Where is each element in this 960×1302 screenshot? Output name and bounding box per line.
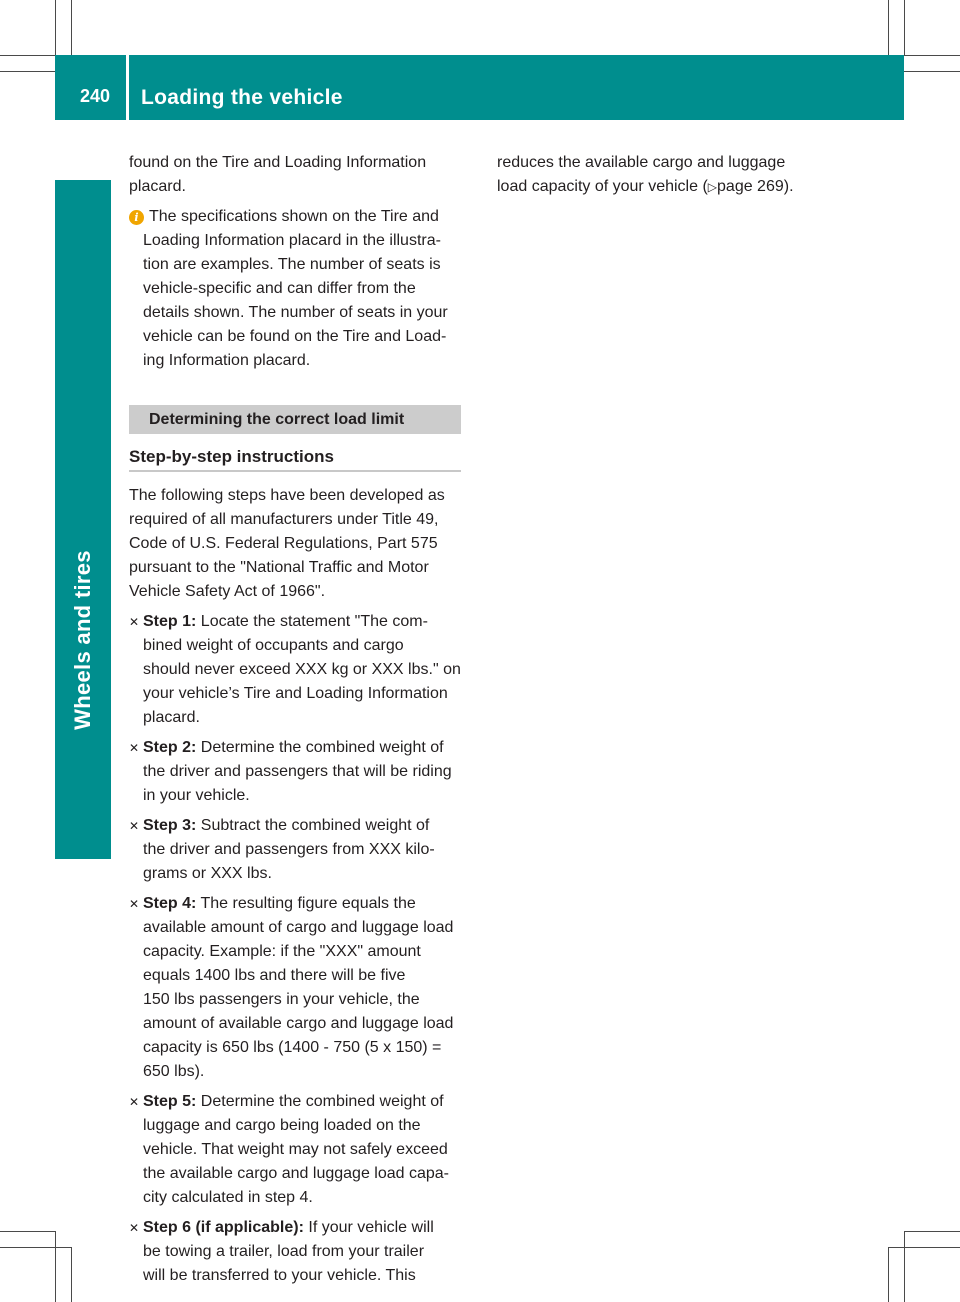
paragraph-line: required of all manufacturers under Title 49,: [129, 511, 439, 528]
step-text-line: the available cargo and luggage load capa-: [143, 1165, 450, 1182]
crop-mark: [0, 1231, 55, 1232]
continuation-text: ).: [783, 178, 794, 195]
step-item: [129, 892, 461, 1084]
step-text: Locate the statement "The com-: [196, 613, 428, 630]
step-arrow-icon: ✕: [129, 1221, 140, 1235]
left-column: [129, 151, 461, 1288]
section-title: Loading the vehicle: [141, 86, 343, 109]
crop-mark: [904, 0, 905, 55]
step-list: [129, 604, 461, 1288]
step-label: Step 1:: [143, 613, 197, 630]
crop-mark: [904, 55, 960, 56]
continuation-text: load capacity of your vehicle (: [497, 178, 708, 195]
step-text-line: will be transferred to your vehicle. This: [143, 1267, 416, 1284]
crop-mark: [904, 1231, 960, 1232]
info-icon: i: [129, 210, 144, 225]
crop-mark: [888, 1247, 889, 1302]
step-item: [129, 1090, 461, 1210]
crop-mark: [0, 55, 55, 56]
intro-line: placard.: [129, 178, 186, 195]
step-item: [129, 610, 461, 730]
paragraph-line: The following steps have been developed as: [129, 487, 445, 504]
step-text-line: grams or XXX lbs.: [143, 865, 272, 882]
step-arrow-icon: ✕: [129, 1095, 140, 1109]
step-text-line: equals 1400 lbs and there will be five: [143, 967, 406, 984]
step-text-line: 650 lbs).: [143, 1063, 205, 1080]
step-arrow-icon: ✕: [129, 819, 140, 833]
step-label: Step 4:: [143, 895, 197, 912]
step-label: Step 5:: [143, 1093, 197, 1110]
info-note: [129, 205, 461, 373]
paragraph-line: pursuant to the "National Traffic and Motor: [129, 559, 429, 576]
crop-mark: [71, 1247, 72, 1302]
step-text: If your vehicle will: [303, 1219, 434, 1236]
side-tab-label: Wheels and tires: [70, 550, 95, 730]
crop-mark: [55, 0, 56, 55]
page-number: 240: [80, 86, 111, 106]
step-text-line: city calculated in step 4.: [143, 1189, 313, 1206]
step-arrow-icon: ✕: [129, 897, 140, 911]
crop-mark: [0, 1247, 71, 1248]
info-line: tion are examples. The number of seats is: [143, 256, 441, 273]
crop-mark: [888, 0, 889, 55]
step-label: Step 2:: [143, 739, 197, 756]
step-text: Determine the combined weight of: [196, 739, 444, 756]
step-item: [129, 814, 461, 886]
step-text-line: bined weight of occupants and cargo: [143, 637, 404, 654]
intro-line: found on the Tire and Loading Information: [129, 154, 427, 171]
step-text-line: capacity is 650 lbs (1400 - 750 (5 x 150) =: [143, 1039, 442, 1056]
side-tab: [55, 180, 111, 859]
intro-paragraph: [129, 484, 461, 604]
info-line: details shown. The number of seats in your: [143, 304, 448, 321]
info-line: The specifications shown on the Tire and: [149, 208, 439, 225]
step-item: [129, 736, 461, 808]
info-line: vehicle-specific and can differ from the: [143, 280, 416, 297]
crop-mark: [904, 71, 960, 72]
crop-mark: [888, 1247, 960, 1248]
page-ref-arrow-icon: ▷: [707, 180, 718, 194]
step-text-line: vehicle. That weight may not safely exceed: [143, 1141, 448, 1158]
step-label: Step 3:: [143, 817, 197, 834]
step-text-line: the driver and passengers that will be riding: [143, 763, 452, 780]
crop-mark: [71, 0, 72, 55]
step-item: [129, 1216, 461, 1288]
crop-mark: [0, 71, 55, 72]
continuation-line: [497, 175, 837, 199]
step-text-line: luggage and cargo being loaded on the: [143, 1117, 421, 1134]
header-divider: [126, 55, 129, 120]
info-line: ing Information placard.: [143, 352, 311, 369]
paragraph-line: Vehicle Safety Act of 1966".: [129, 583, 326, 600]
step-text-line: in your vehicle.: [143, 787, 250, 804]
step-text-line: available amount of cargo and luggage load: [143, 919, 454, 936]
crop-mark: [904, 1231, 905, 1302]
step-arrow-icon: ✕: [129, 615, 140, 629]
paragraph-line: Code of U.S. Federal Regulations, Part 575: [129, 535, 438, 552]
step-label: Step 6 (if applicable):: [143, 1219, 304, 1236]
step-text-line: capacity. Example: if the "XXX" amount: [143, 943, 421, 960]
page-reference-link[interactable]: page 269: [717, 178, 784, 195]
step-text: Determine the combined weight of: [196, 1093, 444, 1110]
step-text-line: the driver and passengers from XXX kilo-: [143, 841, 435, 858]
step-text-line: placard.: [143, 709, 200, 726]
crop-mark: [55, 1231, 56, 1302]
step-arrow-icon: ✕: [129, 741, 140, 755]
right-column: [497, 151, 837, 199]
step-text-line: your vehicle’s Tire and Loading Information: [143, 685, 448, 702]
subheading: Determining the correct load limit: [129, 405, 461, 434]
info-line: Loading Information placard in the illustra-: [143, 232, 441, 249]
continuation-line: reduces the available cargo and luggage: [497, 154, 786, 171]
step-text-line: 150 lbs passengers in your vehicle, the: [143, 991, 420, 1008]
subheading-steps: Step-by-step instructions: [129, 444, 461, 472]
info-line: vehicle can be found on the Tire and Load-: [143, 328, 447, 345]
step-text-line: be towing a trailer, load from your trailer: [143, 1243, 425, 1260]
step-text-line: should never exceed XXX kg or XXX lbs." on: [143, 661, 461, 678]
step-text: Subtract the combined weight of: [196, 817, 430, 834]
step-text-line: amount of available cargo and luggage load: [143, 1015, 454, 1032]
step-text: The resulting figure equals the: [196, 895, 416, 912]
